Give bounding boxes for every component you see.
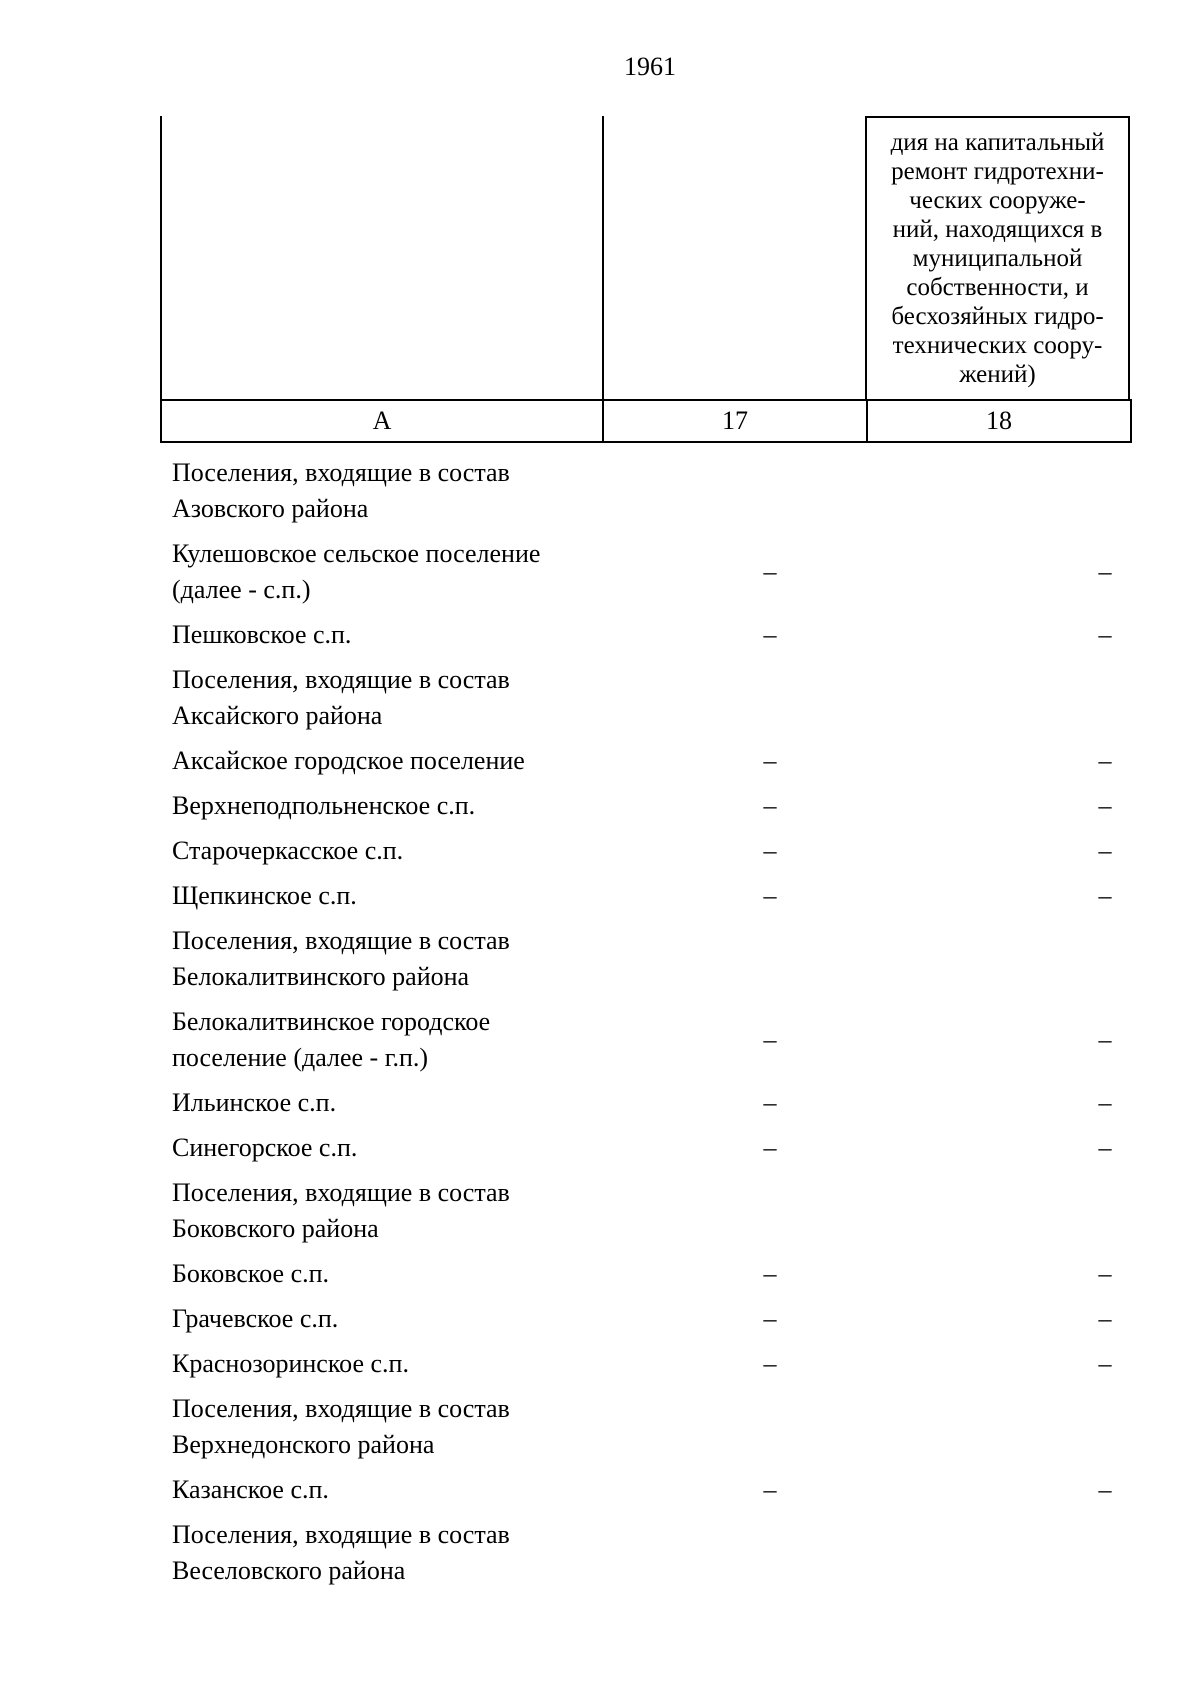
row-label-line: поселение (далее - г.п.) (172, 1042, 429, 1072)
row-label-line: Ильинское с.п. (172, 1087, 337, 1117)
row-label-line: Верхнедонского района (172, 1429, 435, 1459)
column-number-row (160, 399, 1132, 443)
value-col-17: – (763, 1132, 777, 1162)
row-label (160, 1175, 592, 1247)
header-line: технических соору- (892, 332, 1103, 359)
row-label (160, 923, 592, 995)
row-label (160, 878, 592, 914)
row-label-line: Щепкинское с.п. (172, 880, 357, 910)
row-label-line: Поселения, входящие в состав (172, 1393, 510, 1423)
column-label-17: 17 (604, 401, 868, 441)
row-label (160, 1346, 592, 1382)
row-label (160, 1130, 592, 1166)
value-col-17: – (763, 1303, 777, 1333)
value-col-17: – (763, 1087, 777, 1117)
row-label (160, 1301, 592, 1337)
value-col-17: – (763, 556, 777, 586)
value-col-17: – (763, 1348, 777, 1378)
row-label-line: Пешковское с.п. (172, 619, 352, 649)
row-label-line: Поселения, входящие в состав (172, 664, 510, 694)
row-label-line: Старочеркасское с.п. (172, 835, 404, 865)
value-col-18: – (1098, 880, 1112, 910)
table-row (160, 999, 1132, 1080)
table-body (160, 450, 1132, 1593)
value-col-17: – (763, 1024, 777, 1054)
table-row (160, 873, 1132, 918)
value-col-17: – (763, 619, 777, 649)
header-row-top (160, 116, 1132, 399)
value-col-17: – (763, 790, 777, 820)
value-col-18: – (1098, 745, 1112, 775)
column-label-18: 18 (986, 406, 1012, 435)
row-label (160, 662, 592, 734)
row-label-line: Синегорское с.п. (172, 1132, 358, 1162)
header-line: муниципальной (912, 245, 1083, 272)
header-line: ремонт гидротехни- (891, 158, 1104, 185)
value-col-18: – (1098, 619, 1112, 649)
header-divider-1 (602, 116, 604, 399)
header-line: бесхозяйных гидро- (891, 303, 1104, 330)
table-row (160, 1080, 1132, 1125)
value-col-18: – (1098, 1348, 1112, 1378)
value-col-18: – (1098, 556, 1112, 586)
table-row (160, 828, 1132, 873)
value-col-18: – (1098, 790, 1112, 820)
header-line: дия на капитальный (890, 129, 1105, 156)
row-label-line: Боковского района (172, 1213, 379, 1243)
value-col-17: – (763, 880, 777, 910)
row-label (160, 1391, 592, 1463)
row-label (160, 536, 592, 608)
value-col-18: – (1098, 1024, 1112, 1054)
table-row (160, 918, 1132, 999)
row-label (160, 1472, 592, 1508)
row-label-line: Аксайское городское поселение (172, 745, 525, 775)
header-line: жений) (959, 361, 1036, 388)
row-label (160, 1085, 592, 1121)
row-label-line: Аксайского района (172, 700, 383, 730)
table-row (160, 1125, 1132, 1170)
row-label (160, 617, 592, 653)
row-label (160, 743, 592, 779)
row-label-line: Белокалитвинского района (172, 961, 470, 991)
value-col-18: – (1098, 1474, 1112, 1504)
value-col-18: – (1098, 1258, 1112, 1288)
row-label (160, 1256, 592, 1292)
row-label-line: Поселения, входящие в состав (172, 457, 510, 487)
header-line: ний, находящихся в (892, 216, 1103, 243)
table-row (160, 1467, 1132, 1512)
table-header (160, 116, 1132, 443)
row-label-line: (далее - с.п.) (172, 574, 311, 604)
row-label-line: Грачевское с.п. (172, 1303, 339, 1333)
value-col-18: – (1098, 1303, 1112, 1333)
row-label-line: Краснозоринское с.п. (172, 1348, 409, 1378)
page-number: 1961 (624, 52, 676, 81)
table-row (160, 1251, 1132, 1296)
row-label-line: Поселения, входящие в состав (172, 1177, 510, 1207)
value-col-18: – (1098, 1087, 1112, 1117)
value-col-17: – (763, 1258, 777, 1288)
header-line: ческих сооруже- (909, 187, 1086, 214)
table-row (160, 783, 1132, 828)
table-row (160, 738, 1132, 783)
row-label (160, 788, 592, 824)
row-label-line: Поселения, входящие в состав (172, 925, 510, 955)
column-18-header-text (865, 116, 1130, 399)
table-row (160, 1170, 1132, 1251)
value-col-18: – (1098, 1132, 1112, 1162)
header-line: собственности, и (906, 274, 1089, 301)
table-row (160, 657, 1132, 738)
table-row (160, 1296, 1132, 1341)
row-label-line: Поселения, входящие в состав (172, 1519, 510, 1549)
row-label-line: Верхнеподпольненское с.п. (172, 790, 476, 820)
row-label-line: Белокалитвинское городское (172, 1006, 491, 1036)
table-row (160, 531, 1132, 612)
row-label-line: Боковское с.п. (172, 1258, 330, 1288)
table-row (160, 1386, 1132, 1467)
table-row (160, 612, 1132, 657)
row-label (160, 1517, 592, 1589)
value-col-18: – (1098, 835, 1112, 865)
row-label (160, 1004, 592, 1076)
row-label (160, 833, 592, 869)
header-left-border (160, 116, 162, 399)
row-label-line: Кулешовское сельское поселение (172, 538, 541, 568)
value-col-17: – (763, 835, 777, 865)
table-row (160, 450, 1132, 531)
table-row (160, 1512, 1132, 1593)
value-col-17: – (763, 1474, 777, 1504)
row-label-line: Азовского района (172, 493, 369, 523)
table-row (160, 1341, 1132, 1386)
row-label (160, 455, 592, 527)
row-label-line: Веселовского района (172, 1555, 406, 1585)
value-col-17: – (763, 745, 777, 775)
column-label-a: А (162, 401, 604, 441)
row-label-line: Казанское с.п. (172, 1474, 329, 1504)
